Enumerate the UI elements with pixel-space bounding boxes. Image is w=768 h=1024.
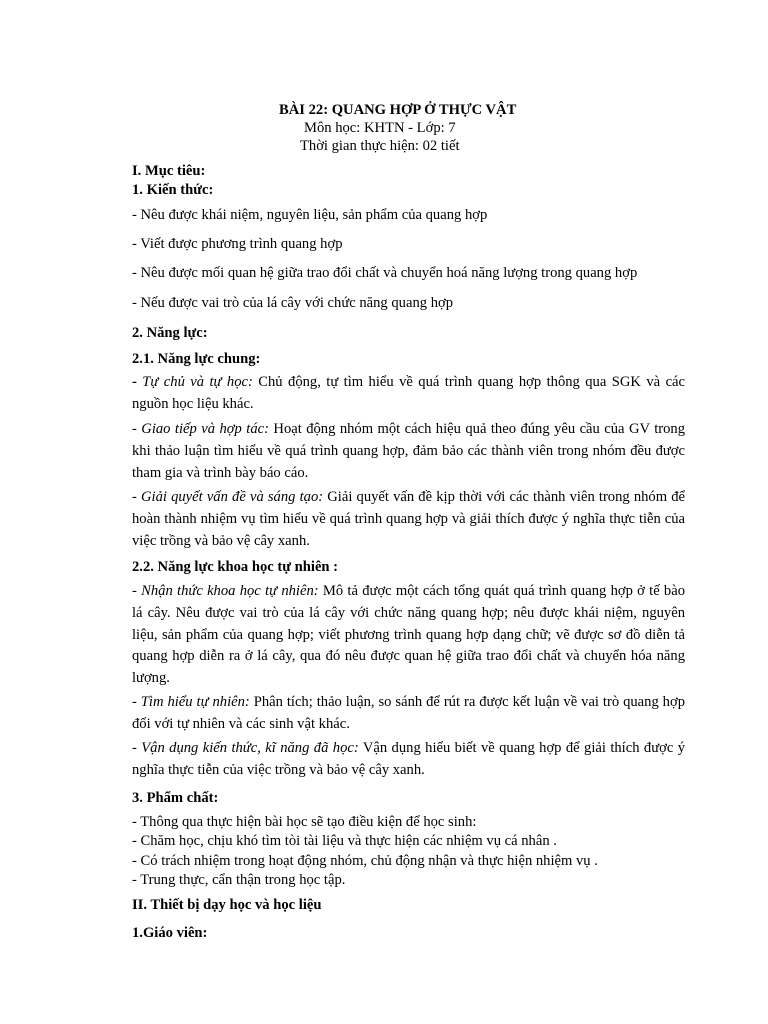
item-text: Phân tích; thảo luận, so sánh để rút ra được kết luận về vai trò quang hợp đối với tự nhiên và các sinh vật khác. <box>132 694 685 732</box>
duration-line: Thời gian thực hiện: 02 tiết <box>300 138 460 154</box>
qualities-item: - Trung thực, cẩn thận trong học tập. <box>132 871 346 888</box>
qualities-item: - Chăm học, chịu khó tìm tòi tài liệu và thực hiện các nhiệm vụ cá nhân . <box>132 833 557 850</box>
subject-line: Môn học: KHTN - Lớp: 7 <box>304 120 456 136</box>
teacher-heading: 1.Giáo viên: <box>132 925 208 941</box>
item-label: - Vận dụng kiến thức, kĩ năng đã học: <box>132 740 359 756</box>
item-label: - Nhận thức khoa học tự nhiên: <box>132 583 319 599</box>
item-label: - Giao tiếp và hợp tác: <box>132 421 269 437</box>
qualities-item: - Có trách nhiệm trong hoạt động nhóm, chủ động nhận và thực hiện nhiệm vụ . <box>132 852 598 869</box>
qualities-item: - Thông qua thực hiện bài học sẽ tạo điều kiện để học sinh: <box>132 814 477 830</box>
qualities-list <box>132 813 692 890</box>
qualities-heading: 3. Phẩm chất: <box>132 790 219 806</box>
science-competence-heading: 2.2. Năng lực khoa học tự nhiên : <box>132 559 339 575</box>
knowledge-item: - Nêu được khái niệm, nguyên liệu, sản phẩm của quang hợp <box>132 207 488 223</box>
section-equipment-heading: II. Thiết bị dạy học và học liệu <box>132 897 322 913</box>
general-competence-item <box>132 372 685 416</box>
science-competence-item <box>132 581 685 690</box>
lesson-title: BÀI 22: QUANG HỢP Ở THỰC VẬT <box>279 102 517 118</box>
item-label: - Giải quyết vấn đề và sáng tạo: <box>132 489 324 505</box>
competence-heading: 2. Năng lực: <box>132 325 208 341</box>
item-text: Hoạt động nhóm một cách hiệu quả theo đúng yêu cầu của GV trong khi thảo luận tìm hiểu về quá trình quang hợp, đảm bảo các thành viên trong nhóm đều được tham gia và trình bày báo cáo. <box>132 421 685 481</box>
item-text: Chủ động, tự tìm hiểu về quá trình quang hợp thông qua SGK và các nguồn học liệu khác. <box>132 374 686 412</box>
general-competence-item <box>132 419 685 484</box>
item-text: Vận dụng hiểu biết về quang hợp để giải thích được ý nghĩa thực tiễn của việc trồng và bảo vệ cây xanh. <box>132 740 685 778</box>
item-label: Tự chủ và tự học: <box>142 374 253 390</box>
general-competence-heading: 2.1. Năng lực chung: <box>132 351 261 367</box>
item-label: - Tìm hiểu tự nhiên: <box>132 694 250 710</box>
item-text: Giải quyết vấn đề kịp thời với các thành viên trong nhóm để hoàn thành nhiệm vụ tìm hiểu về quá trình quang hợp và giải thích được ý nghĩa thực tiễn của việc trồng và bảo vệ cây xanh. <box>132 489 685 549</box>
knowledge-item: - Viết được phương trình quang hợp <box>132 236 343 252</box>
knowledge-item: - Nếu được vai trò của lá cây với chức năng quang hợp <box>132 295 454 311</box>
item-text: Mô tả được một cách tổng quát quá trình quang hợp ở tế bào lá cây. Nêu được vai trò của lá cây với chức năng quang hợp; nêu được khái niệm, nguyên liệu, sản phẩm của quang hợp; viết phương trình quang hợp dạng chữ; vẽ được sơ đồ diễn tả quang hợp diễn ra ở lá cây, qua đó nêu được quan hệ giữa trao đổi chất và chuyển hóa năng lượng. <box>132 583 686 687</box>
science-competence-item <box>132 692 685 736</box>
science-competence-item <box>132 738 685 782</box>
general-competence-item <box>132 487 685 552</box>
section-objectives-heading: I. Mục tiêu: <box>132 163 206 179</box>
knowledge-item: - Nêu được mối quan hệ giữa trao đổi chất và chuyển hoá năng lượng trong quang hợp <box>132 265 638 281</box>
item-dash: - <box>132 374 143 390</box>
knowledge-heading: 1. Kiến thức: <box>132 182 214 198</box>
